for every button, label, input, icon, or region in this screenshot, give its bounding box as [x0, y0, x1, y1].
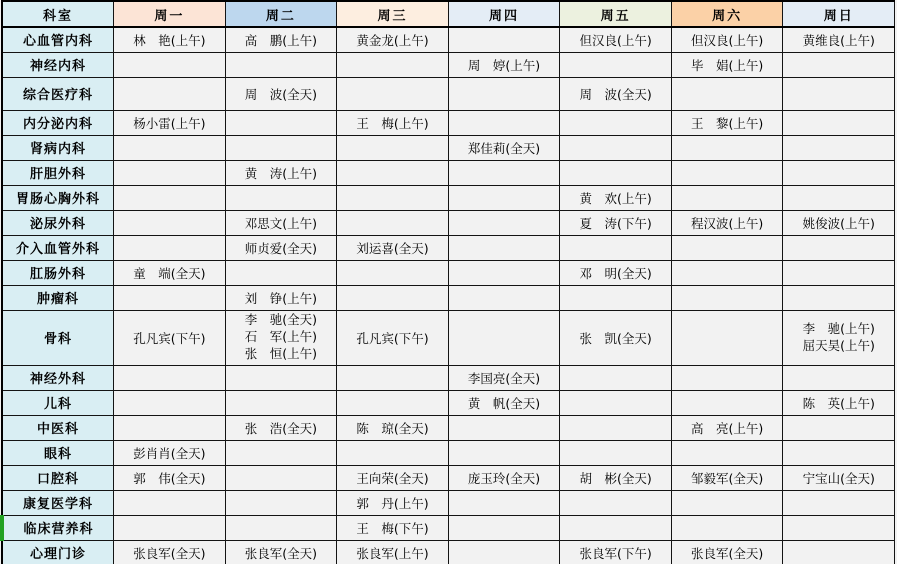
schedule-cell [671, 390, 783, 415]
schedule-cell [671, 77, 783, 110]
schedule-cell [448, 440, 560, 465]
schedule-entry: 张 恒(上午) [244, 345, 318, 361]
department-cell: 心理门诊 [2, 540, 114, 564]
table-row [2, 310, 895, 365]
schedule-cell: 黄 欢(上午) [560, 185, 672, 210]
schedule-cell [337, 260, 449, 285]
schedule-cell [448, 110, 560, 135]
table-row [2, 365, 895, 390]
schedule-cell [783, 260, 895, 285]
column-header-day: 周三 [337, 1, 449, 27]
schedule-cell [448, 27, 560, 52]
schedule-entry: 李 驰(上午) [802, 320, 875, 336]
schedule-cell: 黄 涛(上午) [225, 160, 337, 185]
schedule-cell [114, 390, 226, 415]
schedule-cell [671, 365, 783, 390]
schedule-cell: 高 鹏(上午) [225, 27, 337, 52]
schedule-cell: 黄维良(上午) [783, 27, 895, 52]
schedule-cell [448, 235, 560, 260]
department-cell: 介入血管外科 [2, 235, 114, 260]
schedule-cell: 王向荣(全天) [337, 465, 449, 490]
schedule-cell [225, 310, 337, 365]
schedule-entry: 屈天昊(上午) [802, 337, 875, 353]
schedule-cell [783, 77, 895, 110]
schedule-cell [783, 310, 895, 365]
schedule-cell: 姚俊波(上午) [783, 210, 895, 235]
table-row [2, 415, 895, 440]
schedule-cell: 黄金龙(上午) [337, 27, 449, 52]
schedule-cell [337, 440, 449, 465]
schedule-cell [114, 185, 226, 210]
department-cell: 肿瘤科 [2, 285, 114, 310]
schedule-cell [114, 490, 226, 515]
table-row [2, 515, 895, 540]
schedule-cell: 胡 彬(全天) [560, 465, 672, 490]
schedule-cell [671, 235, 783, 260]
schedule-cell [448, 415, 560, 440]
schedule-cell [448, 515, 560, 540]
schedule-cell: 张 凯(全天) [560, 310, 672, 365]
schedule-cell [448, 490, 560, 515]
schedule-cell [783, 110, 895, 135]
schedule-cell [337, 210, 449, 235]
schedule-cell: 陈 英(上午) [783, 390, 895, 415]
schedule-cell [671, 515, 783, 540]
schedule-cell [560, 515, 672, 540]
schedule-cell [114, 210, 226, 235]
schedule-cell [337, 135, 449, 160]
schedule-cell [225, 135, 337, 160]
schedule-cell [560, 490, 672, 515]
schedule-cell [225, 490, 337, 515]
schedule-cell [671, 185, 783, 210]
schedule-cell [671, 490, 783, 515]
schedule-cell [671, 440, 783, 465]
schedule-cell [225, 260, 337, 285]
schedule-cell [560, 52, 672, 77]
schedule-cell [671, 160, 783, 185]
department-cell: 中医科 [2, 415, 114, 440]
schedule-cell [448, 540, 560, 564]
schedule-cell [337, 285, 449, 310]
schedule-cell [114, 77, 226, 110]
schedule-cell [337, 52, 449, 77]
schedule-cell [671, 135, 783, 160]
schedule-cell [783, 185, 895, 210]
schedule-cell [448, 310, 560, 365]
schedule-cell [448, 160, 560, 185]
schedule-cell [225, 440, 337, 465]
department-cell: 口腔科 [2, 465, 114, 490]
schedule-cell [783, 490, 895, 515]
schedule-cell [783, 415, 895, 440]
schedule-cell [448, 260, 560, 285]
table-row [2, 540, 895, 564]
schedule-cell: 王 梅(上午) [337, 110, 449, 135]
department-cell: 神经内科 [2, 52, 114, 77]
column-header-day: 周五 [560, 1, 672, 27]
schedule-entry: 石 军(上午) [244, 329, 318, 345]
schedule-cell: 黄 帆(全天) [448, 390, 560, 415]
schedule-cell: 彭肖肖(全天) [114, 440, 226, 465]
schedule-cell [783, 235, 895, 260]
schedule-cell: 邓 明(全天) [560, 260, 672, 285]
schedule-cell [560, 440, 672, 465]
schedule-cell: 周 波(全天) [225, 77, 337, 110]
department-cell: 内分泌内科 [2, 110, 114, 135]
schedule-cell [671, 310, 783, 365]
schedule-cell: 程汉波(上午) [671, 210, 783, 235]
table-row [2, 27, 895, 52]
schedule-cell [783, 285, 895, 310]
schedule-cell: 师贞爱(全天) [225, 235, 337, 260]
schedule-cell [225, 52, 337, 77]
schedule-cell [114, 52, 226, 77]
schedule-cell: 孔凡宾(下午) [114, 310, 226, 365]
column-header-day: 周日 [783, 1, 895, 27]
schedule-cell [225, 390, 337, 415]
table-row [2, 160, 895, 185]
schedule-entry: 李 驰(全天) [244, 312, 318, 328]
table-row [2, 210, 895, 235]
schedule-cell [671, 260, 783, 285]
schedule-cell: 毕 娟(上午) [671, 52, 783, 77]
department-cell: 胃肠心胸外科 [2, 185, 114, 210]
department-cell: 康复医学科 [2, 490, 114, 515]
schedule-cell [560, 415, 672, 440]
schedule-cell [225, 110, 337, 135]
table-row [2, 260, 895, 285]
schedule-cell [560, 285, 672, 310]
schedule-cell: 童 端(全天) [114, 260, 226, 285]
department-cell: 心血管内科 [2, 27, 114, 52]
schedule-cell: 陈 琼(全天) [337, 415, 449, 440]
table-row [2, 285, 895, 310]
schedule-cell: 夏 涛(下午) [560, 210, 672, 235]
table-row [2, 440, 895, 465]
table-row [2, 235, 895, 260]
schedule-cell [225, 365, 337, 390]
schedule-cell [225, 465, 337, 490]
schedule-cell: 张良军(上午) [337, 540, 449, 564]
schedule-cell [671, 285, 783, 310]
schedule-cell [560, 160, 672, 185]
schedule-cell: 郑佳莉(全天) [448, 135, 560, 160]
column-header-day: 周二 [225, 1, 337, 27]
schedule-cell [783, 135, 895, 160]
schedule-cell: 邹毅军(全天) [671, 465, 783, 490]
schedule-cell: 但汉良(上午) [671, 27, 783, 52]
schedule-cell [448, 210, 560, 235]
column-header-department: 科室 [2, 1, 114, 27]
schedule-cell [114, 285, 226, 310]
schedule-cell [783, 515, 895, 540]
schedule-cell: 张 浩(全天) [225, 415, 337, 440]
table-row [2, 465, 895, 490]
schedule-cell [114, 235, 226, 260]
schedule-cell [114, 160, 226, 185]
schedule-cell [114, 365, 226, 390]
department-cell: 临床营养科 [2, 515, 114, 540]
schedule-cell: 周 婷(上午) [448, 52, 560, 77]
schedule-cell: 但汉良(上午) [560, 27, 672, 52]
column-header-day: 周一 [114, 1, 226, 27]
department-cell: 神经外科 [2, 365, 114, 390]
department-cell: 肛肠外科 [2, 260, 114, 285]
table-row [2, 77, 895, 110]
schedule-cell [337, 77, 449, 110]
schedule-cell [783, 52, 895, 77]
column-header-day: 周四 [448, 1, 560, 27]
schedule-cell: 孔凡宾(下午) [337, 310, 449, 365]
schedule-cell [448, 77, 560, 110]
schedule-cell: 张良军(全天) [114, 540, 226, 564]
schedule-cell [337, 390, 449, 415]
table-row [2, 185, 895, 210]
schedule-cell: 宁宝山(全天) [783, 465, 895, 490]
table-row [2, 52, 895, 77]
department-cell: 肾病内科 [2, 135, 114, 160]
schedule-cell [560, 390, 672, 415]
table-row [2, 135, 895, 160]
schedule-cell [560, 110, 672, 135]
schedule-cell [560, 365, 672, 390]
schedule-cell: 邓思文(上午) [225, 210, 337, 235]
schedule-cell: 张良军(全天) [671, 540, 783, 564]
schedule-cell [448, 185, 560, 210]
schedule-cell [225, 185, 337, 210]
schedule-cell: 王 黎(上午) [671, 110, 783, 135]
schedule-cell [783, 540, 895, 564]
department-cell: 儿科 [2, 390, 114, 415]
schedule-cell [560, 135, 672, 160]
schedule-cell [337, 365, 449, 390]
column-header-day: 周六 [671, 1, 783, 27]
schedule-cell: 李国亮(全天) [448, 365, 560, 390]
department-cell: 骨科 [2, 310, 114, 365]
department-cell: 泌尿外科 [2, 210, 114, 235]
department-cell: 眼科 [2, 440, 114, 465]
schedule-cell [783, 160, 895, 185]
table-row [2, 390, 895, 415]
schedule-cell [337, 185, 449, 210]
schedule-cell [225, 515, 337, 540]
table-row [2, 110, 895, 135]
schedule-cell: 刘运喜(全天) [337, 235, 449, 260]
schedule-cell: 郭 丹(上午) [337, 490, 449, 515]
schedule-body [2, 27, 895, 564]
schedule-cell [783, 365, 895, 390]
schedule-cell: 杨小雷(上午) [114, 110, 226, 135]
schedule-cell [114, 135, 226, 160]
schedule-cell [448, 285, 560, 310]
schedule-cell: 高 亮(上午) [671, 415, 783, 440]
department-cell: 肝胆外科 [2, 160, 114, 185]
schedule-cell: 张良军(下午) [560, 540, 672, 564]
schedule-cell: 刘 铮(上午) [225, 285, 337, 310]
schedule-cell: 庞玉玲(全天) [448, 465, 560, 490]
table-row [2, 490, 895, 515]
schedule-cell: 郭 伟(全天) [114, 465, 226, 490]
schedule-cell [114, 515, 226, 540]
department-cell: 综合医疗科 [2, 77, 114, 110]
header-row [2, 1, 895, 27]
schedule-cell: 王 梅(下午) [337, 515, 449, 540]
schedule-cell: 张良军(全天) [225, 540, 337, 564]
schedule-cell [783, 440, 895, 465]
schedule-cell [337, 160, 449, 185]
schedule-cell [560, 235, 672, 260]
schedule-cell: 周 波(全天) [560, 77, 672, 110]
schedule-cell [114, 415, 226, 440]
schedule-cell: 林 艳(上午) [114, 27, 226, 52]
